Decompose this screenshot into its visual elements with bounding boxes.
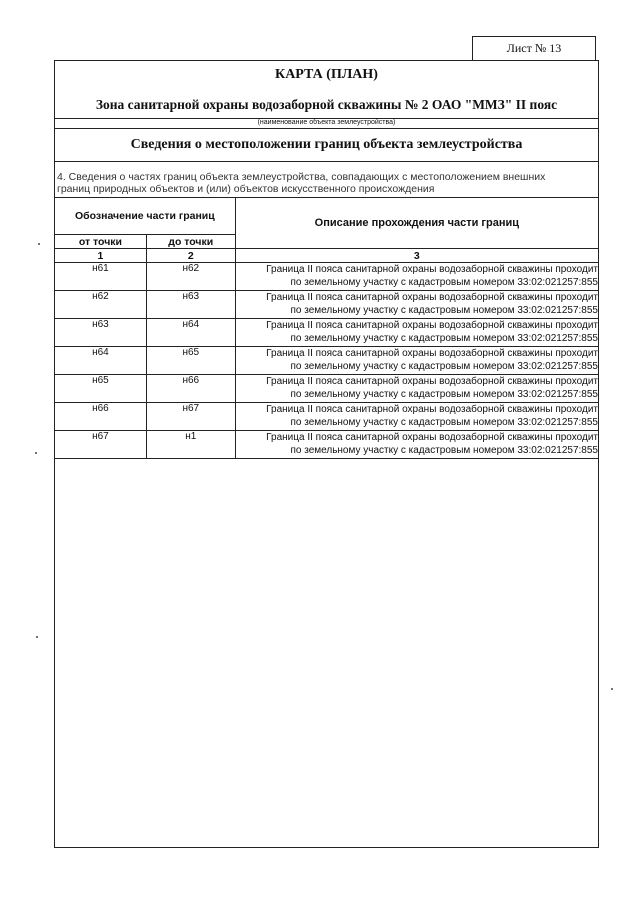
table-header-to: до точки (146, 235, 235, 249)
boundary-description (235, 403, 598, 431)
to-point: н67 (146, 403, 235, 431)
divider (55, 161, 598, 162)
object-name: Зона санитарной охраны водозаборной скважины № 2 ОАО "ММЗ" II пояс (95, 97, 558, 112)
from-point: н64 (55, 347, 147, 375)
boundary-description (235, 347, 598, 375)
boundary-description (235, 375, 598, 403)
from-point: н66 (55, 403, 147, 431)
scan-speck (36, 636, 38, 638)
boundary-description (235, 319, 598, 347)
table-row (55, 347, 599, 375)
sheet-number-label: Лист № 13 (506, 41, 562, 55)
boundary-description (235, 263, 598, 291)
column-number: 3 (235, 249, 598, 263)
table-row (55, 403, 599, 431)
to-point: н62 (146, 263, 235, 291)
document-title: КАРТА (ПЛАН) (275, 67, 378, 82)
description-line: по земельному участку с кадастровым номером 33:02:021257:855 (290, 444, 598, 456)
boundary-parts-table (54, 197, 599, 459)
description-line: по земельному участку с кадастровым номером 33:02:021257:855 (290, 416, 598, 428)
table-row (55, 375, 599, 403)
column-number: 2 (146, 249, 235, 263)
section-intro-line-2: границ природных объектов и (или) объектов искусственного происхождения (57, 183, 435, 195)
table-row (55, 319, 599, 347)
sheet-number-box (472, 36, 596, 60)
from-point: н62 (55, 291, 147, 319)
table-row (55, 291, 599, 319)
from-point: н63 (55, 319, 147, 347)
description-line: Граница II пояса санитарной охраны водозаборной скважины проходит (266, 348, 598, 359)
from-point: н67 (55, 431, 147, 459)
to-point: н65 (146, 347, 235, 375)
section-heading: Сведения о местоположении границ объекта землеустройства (130, 137, 523, 152)
table-header-description: Описание прохождения части границ (235, 198, 598, 249)
from-point: н61 (55, 263, 147, 291)
description-line: Граница II пояса санитарной охраны водозаборной скважины проходит (266, 292, 598, 303)
description-line: по земельному участку с кадастровым номером 33:02:021257:855 (290, 332, 598, 344)
description-line: по земельному участку с кадастровым номером 33:02:021257:855 (290, 388, 598, 400)
boundary-description (235, 431, 598, 459)
document-frame (54, 60, 599, 848)
to-point: н64 (146, 319, 235, 347)
table-row (55, 431, 599, 459)
scan-speck (35, 452, 37, 454)
boundary-description (235, 291, 598, 319)
to-point: н63 (146, 291, 235, 319)
scan-speck (611, 688, 613, 690)
to-point: н66 (146, 375, 235, 403)
section-intro-line-1: 4. Сведения о частях границ объекта землеустройства, совпадающих с местоположением внешних (57, 171, 546, 183)
description-line: по земельному участку с кадастровым номером 33:02:021257:855 (290, 304, 598, 316)
table-group-header: Обозначение части границ (55, 198, 236, 235)
to-point: н1 (146, 431, 235, 459)
description-line: Граница II пояса санитарной охраны водозаборной скважины проходит (266, 320, 598, 331)
scan-speck (38, 243, 40, 245)
divider (55, 128, 598, 129)
description-line: Граница II пояса санитарной охраны водозаборной скважины проходит (266, 264, 598, 275)
object-name-caption: (наименование объекта землеустройства) (257, 119, 396, 126)
description-line: по земельному участку с кадастровым номером 33:02:021257:855 (290, 360, 598, 372)
from-point: н65 (55, 375, 147, 403)
table-header-from: от точки (55, 235, 147, 249)
table-row (55, 263, 599, 291)
description-line: Граница II пояса санитарной охраны водозаборной скважины проходит (266, 432, 598, 443)
description-line: Граница II пояса санитарной охраны водозаборной скважины проходит (266, 404, 598, 415)
column-number: 1 (55, 249, 147, 263)
description-line: Граница II пояса санитарной охраны водозаборной скважины проходит (266, 376, 598, 387)
description-line: по земельному участку с кадастровым номером 33:02:021257:855 (290, 276, 598, 288)
